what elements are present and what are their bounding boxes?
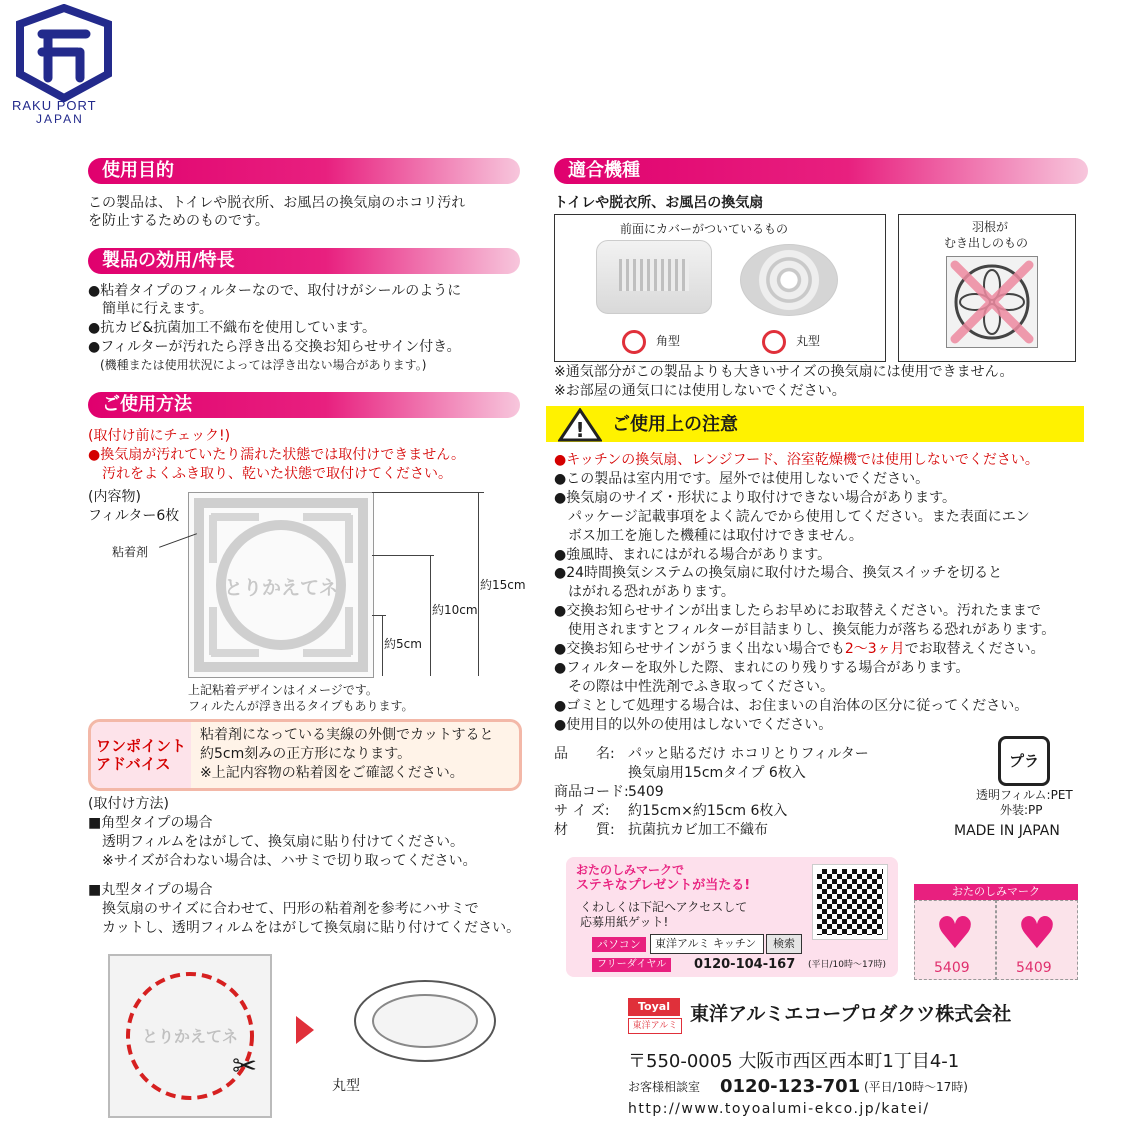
- round-type-label: 丸型: [796, 334, 821, 348]
- usage-check: (取付け前にチェック!): [88, 428, 231, 444]
- spec-film: 透明フィルム:PET: [976, 788, 1073, 802]
- install-title: (取付け方法): [88, 796, 169, 812]
- purpose-line-1: この製品は、トイレや脱衣所、お風呂の換気扇のホコリ汚れ: [88, 195, 466, 211]
- round-ok-circle-icon: [762, 330, 786, 354]
- advice-label-1: ワンポイント: [96, 737, 187, 755]
- square-fan-image: [596, 240, 712, 314]
- company-address: 〒550-0005 大阪市西区西本町1丁目4-1: [628, 1051, 960, 1072]
- caution-tail-4: ●使用目的以外の使用はしないでください。: [554, 717, 833, 733]
- dimension-10-line: [430, 555, 431, 676]
- usage-header: ご使用方法: [88, 392, 520, 418]
- exposed-fan-title-2: むき出しのもの: [944, 236, 1029, 250]
- spec-material: 抗菌抗カビ加工不織布: [628, 822, 768, 838]
- install-round-1: 換気扇のサイズに合わせて、円形の粘着剤を参考にハサミで: [88, 901, 479, 917]
- brand-subname: JAPAN: [36, 112, 84, 126]
- spec-outer: 外装:PP: [1000, 803, 1043, 817]
- mark-code-1: 5409: [934, 960, 970, 976]
- free-dial-number: 0120-104-167: [694, 957, 796, 972]
- company-logo: [628, 998, 680, 1032]
- purpose-header: 使用目的: [88, 158, 520, 184]
- install-round-2: カットし、透明フィルムをはがして換気扇に貼り付けてください。: [88, 920, 521, 936]
- caution-tail-2: その際は中性洗剤でふき取ってください。: [554, 679, 834, 695]
- spec-material-label: 材 質:: [554, 822, 615, 838]
- warning-triangle-icon: [558, 408, 602, 442]
- covered-fan-title: 前面にカバーがついているもの: [620, 222, 789, 236]
- made-in: MADE IN JAPAN: [954, 823, 1060, 839]
- adhesive-label: 粘着剤: [112, 545, 149, 559]
- cut-illustration: [108, 954, 272, 1118]
- install-square-title: ■角型タイプの場合: [88, 815, 213, 831]
- spec-name-label: 品 名:: [554, 746, 615, 762]
- round-fan-illustration: [354, 980, 496, 1062]
- brand-emblem-icon: [8, 4, 120, 102]
- svg-text:!: !: [575, 418, 585, 442]
- contents-label: (内容物): [88, 489, 141, 505]
- square-type-label: 角型: [656, 334, 681, 348]
- caution-tail-1: ●フィルターを取外した際、まれにのり残りする場合があります。: [554, 660, 970, 676]
- advice-line-1: 粘着剤になっている実線の外側でカットすると: [200, 727, 494, 743]
- dimension-15-line: [478, 492, 479, 676]
- round-caption: 丸型: [332, 1078, 360, 1094]
- promo-title-2: ステキなプレゼントが当たる!: [576, 878, 751, 893]
- filter-count: フィルター6枚: [88, 508, 180, 524]
- round-filter-applied: [372, 994, 478, 1048]
- caution-line-11-a: ●交換お知らせサインがうまく出ない場合でも: [554, 641, 845, 657]
- install-square-1: 透明フィルムをはがして、換気扇に貼り付けてください。: [88, 834, 465, 850]
- pc-label: パソコン: [592, 937, 646, 952]
- promo-detail-2: 応募用紙ゲット!: [580, 915, 669, 929]
- search-button[interactable]: 検索: [766, 934, 802, 954]
- caution-line-4: パッケージ記載事項をよく読んでから使用してください。また表面にエン: [554, 508, 1030, 525]
- exposed-fan-image: [946, 256, 1038, 348]
- advice-line-2: 約5cm刻みの正方形になります。: [200, 746, 412, 762]
- spec-size: 約15cm×約15cm 6枚入: [628, 803, 788, 819]
- usage-warn-1: ●換気扇が汚れていたり濡れた状態では取付けできません。: [88, 447, 466, 463]
- caution-line-8: はがれる恐れがあります。: [554, 584, 735, 601]
- dimension-15-tick: [372, 492, 484, 493]
- exposed-fan-title-1: 羽根が: [972, 220, 1009, 234]
- heart-icon-2: ♥: [1017, 908, 1057, 959]
- free-dial-label: フリーダイヤル: [592, 958, 671, 972]
- company-url[interactable]: http://www.toyoalumi-ekco.jp/katei/: [628, 1101, 930, 1117]
- promo-detail-1: くわしくは下記へアクセスして: [580, 900, 748, 914]
- caution-line-10: 使用されますとフィルターが目詰まりし、換気能力が落ちる恐れがあります。: [554, 622, 1056, 639]
- qr-code-icon: [812, 864, 888, 940]
- filter-diagram: [188, 492, 374, 678]
- arrow-right-icon: [296, 1016, 314, 1044]
- dimension-5: 約5cm: [384, 637, 422, 651]
- dimension-10-tick: [372, 555, 434, 556]
- feature-line-1: ●粘着タイプのフィルターなので、取付けがシールのように: [88, 283, 462, 299]
- install-round-title: ■丸型タイプの場合: [88, 882, 213, 898]
- square-ok-circle-icon: [622, 330, 646, 354]
- caution-line-11-c: でお取替えください。: [904, 641, 1045, 657]
- support-hours: (平日/10時〜17時): [864, 1080, 968, 1094]
- filter-text: とりかえてネ: [223, 577, 338, 599]
- compat-note-1: ※通気部分がこの製品よりも大きいサイズの換気扇には使用できません。: [554, 364, 1014, 380]
- feature-line-3: ●抗カビ&抗菌加工不織布を使用しています。: [88, 320, 377, 336]
- ng-cross-icon: [947, 257, 1037, 347]
- caution-line-9: ●交換お知らせサインが出ましたらお早めにお取替えください。汚れたままで: [554, 603, 1041, 620]
- caution-line-2: ●この製品は室内用です。屋外では使用しないでください。: [554, 470, 930, 487]
- mark-label: おたのしみマーク: [914, 884, 1078, 900]
- diagram-note-2: フィルたんが浮き出るタイプもあります。: [188, 699, 414, 713]
- caution-header: ご使用上の注意: [612, 414, 738, 435]
- spec-name-1: パッと貼るだけ ホコリとりフィルター: [628, 746, 869, 762]
- spec-name-2: 換気扇用15cmタイプ 6枚入: [628, 765, 806, 781]
- dimension-5-tick: [372, 615, 386, 616]
- support-phone: 0120-123-701: [720, 1076, 861, 1097]
- brand-logo: [8, 4, 120, 128]
- mark-code-2: 5409: [1016, 960, 1052, 976]
- round-fan-image: [740, 244, 838, 316]
- advice-label-2: アドバイス: [96, 755, 171, 773]
- features-header: 製品の効用/特長: [88, 248, 520, 274]
- caution-line-6: ●強風時、まれにはがれる場合があります。: [554, 546, 832, 563]
- caution-line-3: ●換気扇のサイズ・形状により取付けできない場合があります。: [554, 489, 956, 506]
- spec-code-label: 商品コード:: [554, 784, 629, 800]
- company-logo-bottom: 東洋アルミ: [628, 1018, 682, 1034]
- caution-line-5: ボス加工を施した機種には取付けできません。: [554, 527, 863, 544]
- search-input[interactable]: 東洋アルミ キッチン: [650, 934, 764, 954]
- compat-header: 適合機種: [554, 158, 1088, 184]
- caution-line-11: [554, 641, 1045, 658]
- purpose-line-2: を防止するためのものです。: [88, 213, 269, 229]
- scissors-icon: ✂: [232, 1049, 258, 1084]
- recycle-pla-icon: プラ: [998, 736, 1050, 786]
- advice-line-3: ※上記内容物の粘着図をご確認ください。: [200, 765, 464, 781]
- caution-line-7: ●24時間換気システムの換気扇に取付けた場合、換気スイッチを切ると: [554, 565, 1003, 582]
- feature-line-5: (機種または使用状況によっては浮き出ない場合があります。): [88, 358, 427, 372]
- compat-subtitle: トイレや脱衣所、お風呂の換気扇: [554, 195, 764, 211]
- spec-code: 5409: [628, 784, 664, 800]
- support-label: お客様相談室: [628, 1080, 701, 1094]
- dashed-cut-circle-icon: [110, 956, 270, 1116]
- spec-size-label: サ イ ズ:: [554, 803, 610, 819]
- company-logo-top: Toyal: [628, 998, 680, 1016]
- caution-line-1: ●キッチンの換気扇、レンジフード、浴室乾燥機では使用しないでください。: [554, 452, 1039, 468]
- dimension-15: 約15cm: [480, 578, 526, 592]
- feature-line-2: 簡単に行えます。: [88, 301, 213, 317]
- company-name: 東洋アルミエコープロダクツ株式会社: [690, 1003, 1012, 1025]
- install-square-2: ※サイズが合わない場合は、ハサミで切り取ってください。: [88, 853, 477, 869]
- usage-warn-2: 汚れをよくふき取り、乾いた状態で取付けてください。: [88, 466, 452, 482]
- square-fan-grille: [619, 259, 689, 291]
- dimension-5-line: [382, 615, 383, 676]
- dimension-10: 約10cm: [432, 603, 478, 617]
- diagram-note-1: 上記粘着デザインはイメージです。: [188, 683, 378, 697]
- feature-line-4: ●フィルターが汚れたら浮き出る交換お知らせサイン付き。: [88, 339, 461, 355]
- free-dial-hours: (平日/10時〜17時): [808, 960, 886, 970]
- promo-title-1: おたのしみマークで: [576, 863, 685, 877]
- heart-icon-1: ♥: [935, 908, 975, 959]
- svg-text:とりかえてネ: とりかえてネ: [141, 1027, 239, 1046]
- compat-note-2: ※お部屋の通気口には使用しないでください。: [554, 383, 846, 399]
- qr-pattern: [817, 869, 883, 935]
- caution-tail-3: ●ゴミとして処理する場合は、お住まいの自治体の区分に従ってください。: [554, 698, 1029, 714]
- caution-period: 2〜3ヶ月: [844, 641, 905, 657]
- brand-name: RAKU PORT: [12, 98, 97, 113]
